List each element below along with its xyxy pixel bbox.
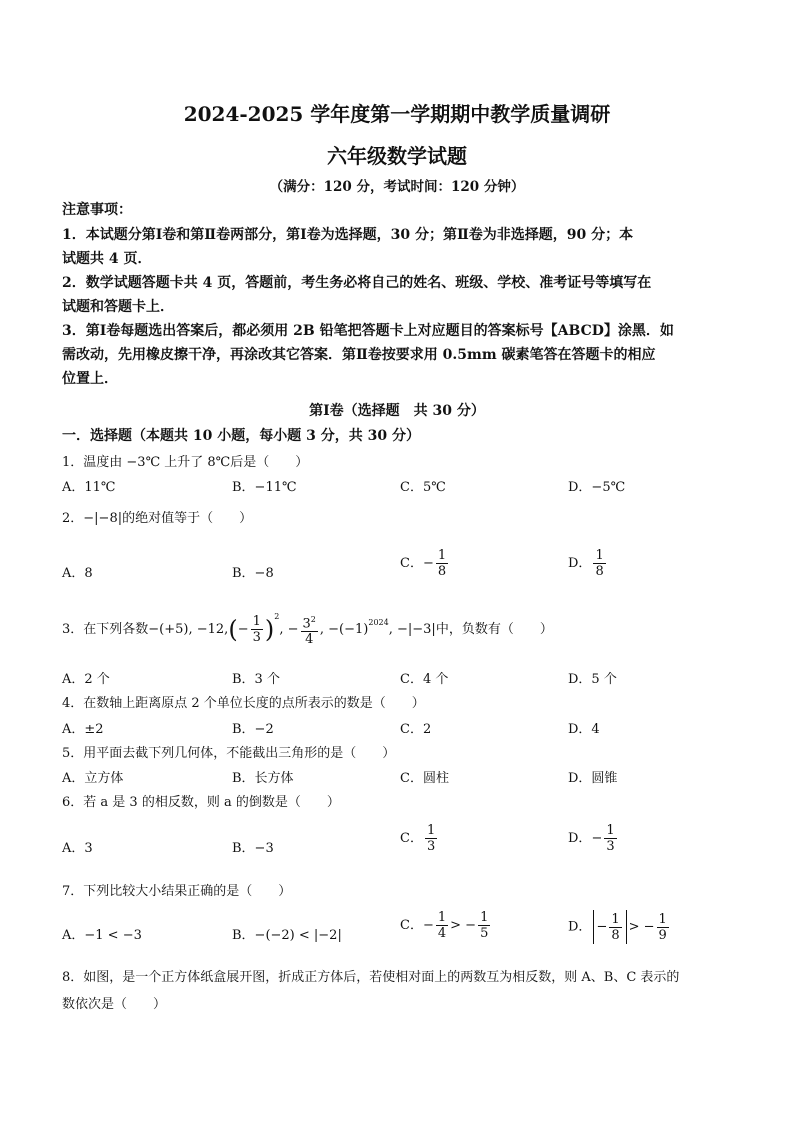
left-paren: ( <box>228 615 238 644</box>
numerator: 1 <box>437 548 447 563</box>
q3-fraction-2 <box>301 612 318 647</box>
q5-option-a: A．立方体 <box>62 771 124 786</box>
section-heading: 一．选择题（本题共 10 小题，每小题 3 分，共 30 分） <box>62 428 420 444</box>
q3-expression-4: , −(−1) <box>319 622 369 638</box>
q4-option-b: B．−2 <box>232 722 274 737</box>
q3-option-c: C．4 个 <box>400 672 449 687</box>
q2-expression: −|−8| <box>83 511 123 526</box>
q1-option-d: D．−5℃ <box>568 480 626 495</box>
q6-option-d <box>568 823 619 854</box>
q3-expression-1: −(+5), −12, <box>148 622 229 638</box>
q7-option-d-label: D． <box>568 919 592 935</box>
q6-option-b: B．−3 <box>232 841 274 856</box>
q2-option-c <box>400 548 450 579</box>
denominator: 8 <box>595 564 604 579</box>
section-title: 第Ⅰ卷（选择题 共 30 分） <box>309 403 485 419</box>
q3-option-d: D．5 个 <box>568 672 617 687</box>
q3-option-b: B．3 个 <box>232 672 280 687</box>
q3-expression-5: , −|−3| <box>388 622 436 638</box>
q6-option-c <box>400 823 439 854</box>
numerator: 1 <box>611 911 620 927</box>
q5-option-d: D．圆锥 <box>568 771 618 786</box>
q2-option-c-label: C． <box>400 556 423 571</box>
q4-option-d: D．4 <box>568 722 600 737</box>
numerator: 1 <box>658 911 667 927</box>
q2-option-d <box>568 548 608 579</box>
exam-title: 2024-2025 学年度第一学期期中教学质量调研 <box>183 102 611 126</box>
q3-stem: 3．在下列各数−(+5), −12,(− $\frac{1}{3}$ )$^2$, − $\frac{3^2}{4}$ , $-(-1)^{2024}$, −|−3|中，负数有（ ） <box>62 612 553 648</box>
q2-number: 2． <box>62 511 84 526</box>
q8-stem-line-2: 数依次是（ ） <box>62 997 167 1012</box>
q2-option-d-label: D． <box>568 556 592 571</box>
q6-option-c-fraction <box>425 823 437 854</box>
numerator: 1 <box>437 910 447 925</box>
q7-option-d <box>568 910 671 944</box>
q7-option-a: A．−1 < −3 <box>62 928 142 943</box>
right-paren: ) <box>264 615 275 644</box>
q4-stem: 4．在数轴上距离原点 2 个单位长度的点所表示的数是（ ） <box>62 696 425 711</box>
note-2-line-1: 2．数学试题答题卡共 4 页，答题前，考生务必将自己的姓名、班级、学校、准考证号等填写在 <box>62 275 652 291</box>
q3-expression-sign: , − <box>279 622 299 638</box>
q3-option-a: A．2 个 <box>62 672 110 687</box>
denominator: 3 <box>252 630 261 646</box>
exam-info: （满分：120 分，考试时间：120 分钟） <box>269 179 525 195</box>
abs-bar-left <box>593 910 594 944</box>
q7-option-c <box>400 910 492 941</box>
denominator: 5 <box>480 926 489 941</box>
numerator <box>301 612 318 631</box>
q5-stem: 5．用平面去截下列几何体，不能截出三角形的是（ ） <box>62 746 396 761</box>
numerator: 1 <box>480 910 489 925</box>
q1-option-a: A．11℃ <box>62 480 116 495</box>
q6-stem: 6．若 a 是 3 的相反数，则 a 的倒数是（ ） <box>62 795 340 810</box>
numerator: 1 <box>426 823 436 838</box>
q3-exponent-4: 2024 <box>368 618 389 628</box>
note-2-line-2: 试题和答题卡上． <box>62 299 174 315</box>
q2-option-c-sign: − <box>422 556 434 571</box>
q7-option-d-operator: > − <box>628 919 655 935</box>
denominator: 8 <box>611 927 620 943</box>
denominator: 4 <box>437 926 447 941</box>
q7-option-b: B．−(−2) < |−2| <box>232 928 342 943</box>
numerator: 1 <box>252 614 261 630</box>
q3-stem-suffix: 中，负数有（ ） <box>435 622 553 638</box>
denominator: 4 <box>305 632 314 648</box>
q6-option-d-fraction <box>604 823 616 854</box>
q3-stem-prefix: 3．在下列各数 <box>62 622 149 638</box>
q5-option-b: B．长方体 <box>232 771 294 786</box>
q1-stem: 1．温度由 −3℃ 上升了 8℃后是（ ） <box>62 455 309 470</box>
denominator: 8 <box>437 564 447 579</box>
numerator-base: 3 <box>302 616 311 632</box>
q2-option-b: B．−8 <box>232 566 274 581</box>
note-3-line-3: 位置上． <box>62 371 118 387</box>
denominator: 3 <box>606 839 615 854</box>
q6-option-a: A．3 <box>62 841 93 856</box>
numerator-exponent: 2 <box>310 615 316 624</box>
denominator: 9 <box>658 927 667 943</box>
note-1-line-2: 试题共 4 页． <box>62 251 152 267</box>
q7-option-d-sign: − <box>596 919 608 935</box>
q2-stem-text: 的绝对值等于（ ） <box>122 511 253 526</box>
q2-option-a: A．8 <box>62 566 93 581</box>
q7-option-c-sign: − <box>422 918 434 933</box>
q6-option-d-sign: − <box>591 831 603 846</box>
q2-stem <box>62 507 252 526</box>
q7-option-d-fraction-2 <box>657 912 669 943</box>
notes-heading: 注意事项： <box>62 202 132 218</box>
q8-stem-line-1: 8．如图，是一个正方体纸盒展开图，折成正方体后，若使相对面上的两数互为相反数，则 A、B、C 表示的 <box>62 970 680 985</box>
q6-option-d-label: D． <box>568 831 592 846</box>
q2-option-c-fraction <box>436 548 448 579</box>
exam-subtitle: 六年级数学试题 <box>327 144 467 168</box>
q4-option-a: A．±2 <box>62 722 104 737</box>
q7-option-c-fraction-1 <box>436 910 448 941</box>
q3-fraction-1 <box>251 614 263 645</box>
note-3-line-2: 需改动，先用橡皮擦干净，再涂改其它答案．第Ⅱ卷按要求用 0.5mm 碳素笔答在答题卡的相应 <box>62 347 656 363</box>
denominator: 3 <box>426 839 436 854</box>
q7-option-c-fraction-2 <box>478 910 490 941</box>
q7-option-c-operator: > − <box>450 918 477 933</box>
q3-exponent-1: 2 <box>274 612 280 622</box>
note-3-line-1: 3．第Ⅰ卷每题选出答案后，都必须用 2B 铅笔把答题卡上对应题目的答案标号【ABCD】涂黑．如 <box>62 323 674 339</box>
q7-option-d-fraction-1 <box>609 912 621 943</box>
q1-option-b: B．−11℃ <box>232 480 297 495</box>
q4-option-c: C．2 <box>400 722 432 737</box>
numerator: 1 <box>606 823 615 838</box>
abs-bar-right <box>626 910 627 944</box>
numerator: 1 <box>595 548 604 563</box>
q5-option-c: C．圆柱 <box>400 771 449 786</box>
q7-option-c-label: C． <box>400 918 423 933</box>
q1-option-c: C．5℃ <box>400 480 446 495</box>
q2-option-d-fraction <box>593 548 605 579</box>
q6-option-c-label: C． <box>400 831 423 846</box>
note-1-line-1: 1．本试题分第Ⅰ卷和第Ⅱ卷两部分，第Ⅰ卷为选择题，30 分；第Ⅱ卷为非选择题，90 分；本 <box>62 227 634 243</box>
q7-stem: 7．下列比较大小结果正确的是（ ） <box>62 884 292 899</box>
